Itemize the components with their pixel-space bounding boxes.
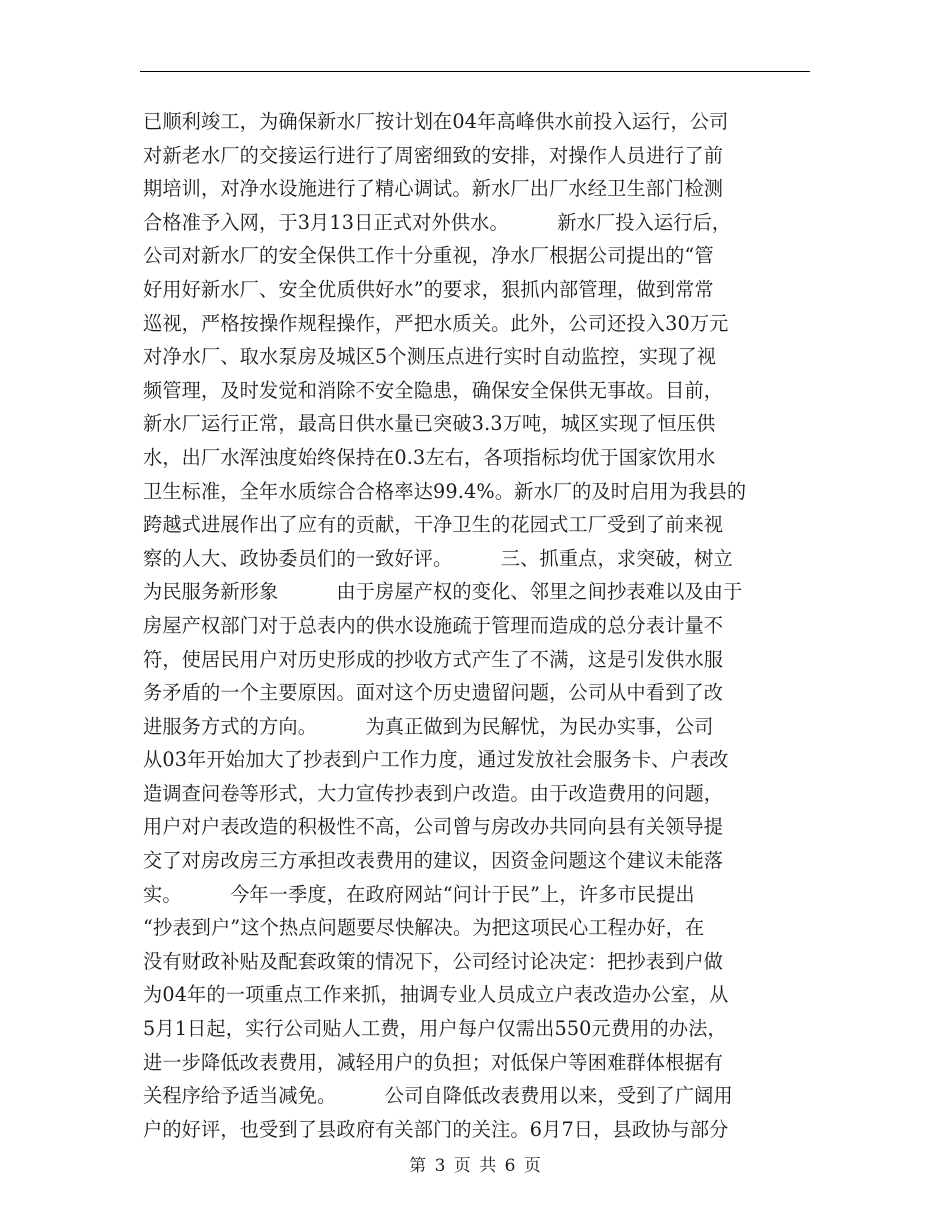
page-number-footer: 第 3 页 共 6 页 — [409, 1156, 541, 1176]
text-line: 新水厂运行正常，最高日供水量已突破3.3万吨，城区实现了恒压供 — [143, 412, 716, 436]
text-line: 频管理，及时发觉和消除不安全隐患，确保安全保供无事故。目前， — [143, 378, 724, 402]
text-line: 实。 今年一季度，在政府网站“问计于民”上，许多市民提出 — [143, 882, 695, 906]
text-line: 符，使居民用户对历史形成的抄收方式产生了不满，这是引发供水服 — [143, 647, 724, 671]
text-line: 进服务方式的方向。 为真正做到为民解忧，为民办实事，公司 — [143, 714, 714, 738]
text-line: 卫生标准，全年水质综合合格率达99.4%。新水厂的及时启用为我县的 — [143, 479, 747, 503]
text-line: 对净水厂、取水泵房及城区5个测压点进行实时自动监控，实现了视 — [143, 345, 717, 369]
text-line: 对新老水厂的交接运行进行了周密细致的安排，对操作人员进行了前 — [143, 143, 724, 167]
text-line: “抄表到户”这个热点问题要尽快解决。为把这项民心工程办好，在 — [143, 916, 705, 940]
text-line: 好用好新水厂、安全优质供好水”的要求，狠抓内部管理，做到常常 — [143, 277, 714, 301]
text-line: 为民服务新形象 由于房屋产权的变化、邻里之间抄表难以及由于 — [143, 580, 743, 604]
text-line: 用户对户表改造的积极性不高，公司曾与房改办共同向县有关领导提 — [143, 815, 724, 839]
text-line: 房屋产权部门对于总表内的供水设施疏于管理而造成的总分表计量不 — [143, 613, 724, 637]
text-line: 户的好评，也受到了县政府有关部门的关注。6月7日，县政协与部分 — [143, 1117, 729, 1141]
text-line: 为04年的一项重点工作来抓，抽调专业人员成立户表改造办公室，从 — [143, 983, 729, 1007]
header-rule — [140, 71, 810, 72]
text-line: 跨越式进展作出了应有的贡献，干净卫生的花园式工厂受到了前来视 — [143, 513, 724, 537]
text-line: 合格准予入网，于3月13日正式对外供水。 新水厂投入运行后， — [143, 210, 732, 234]
text-line: 公司对新水厂的安全保供工作十分重视，净水厂根据公司提出的“管 — [143, 244, 714, 268]
text-line: 水，出厂水浑浊度始终保持在0.3左右，各项指标均优于国家饮用水 — [143, 445, 716, 469]
text-line: 从03年开始加大了抄表到户工作力度，通过发放社会服务卡、户表改 — [143, 748, 729, 772]
body-text — [143, 105, 815, 1146]
text-line: 期培训，对净水设施进行了精心调试。新水厂出厂水经卫生部门检测 — [143, 177, 724, 201]
text-line: 察的人大、政协委员们的一致好评。 三、抓重点，求突破，树立 — [143, 546, 733, 570]
text-line: 5月1日起，实行公司贴人工费，用户每户仅需出550元费用的办法， — [143, 1017, 727, 1041]
text-line: 没有财政补贴及配套政策的情况下，公司经讨论决定：把抄表到户做 — [143, 949, 724, 973]
text-line: 进一步降低改表费用，减轻用户的负担；对低保户等困难群体根据有 — [143, 1050, 724, 1074]
text-line: 交了对房改房三方承担改表费用的建议，因资金问题这个建议未能落 — [143, 849, 724, 873]
text-line: 务矛盾的一个主要原因。面对这个历史遗留问题，公司从中看到了改 — [143, 681, 724, 705]
text-line: 关程序给予适当减免。 公司自降低改表费用以来，受到了广阔用 — [143, 1084, 733, 1108]
text-line: 巡视，严格按操作规程操作，严把水质关。此外，公司还投入30万元 — [143, 311, 729, 335]
text-line: 已顺利竣工，为确保新水厂按计划在04年高峰供水前投入运行，公司 — [143, 110, 729, 133]
text-line: 造调查问卷等形式，大力宣传抄表到户改造。由于改造费用的问题， — [143, 781, 724, 805]
